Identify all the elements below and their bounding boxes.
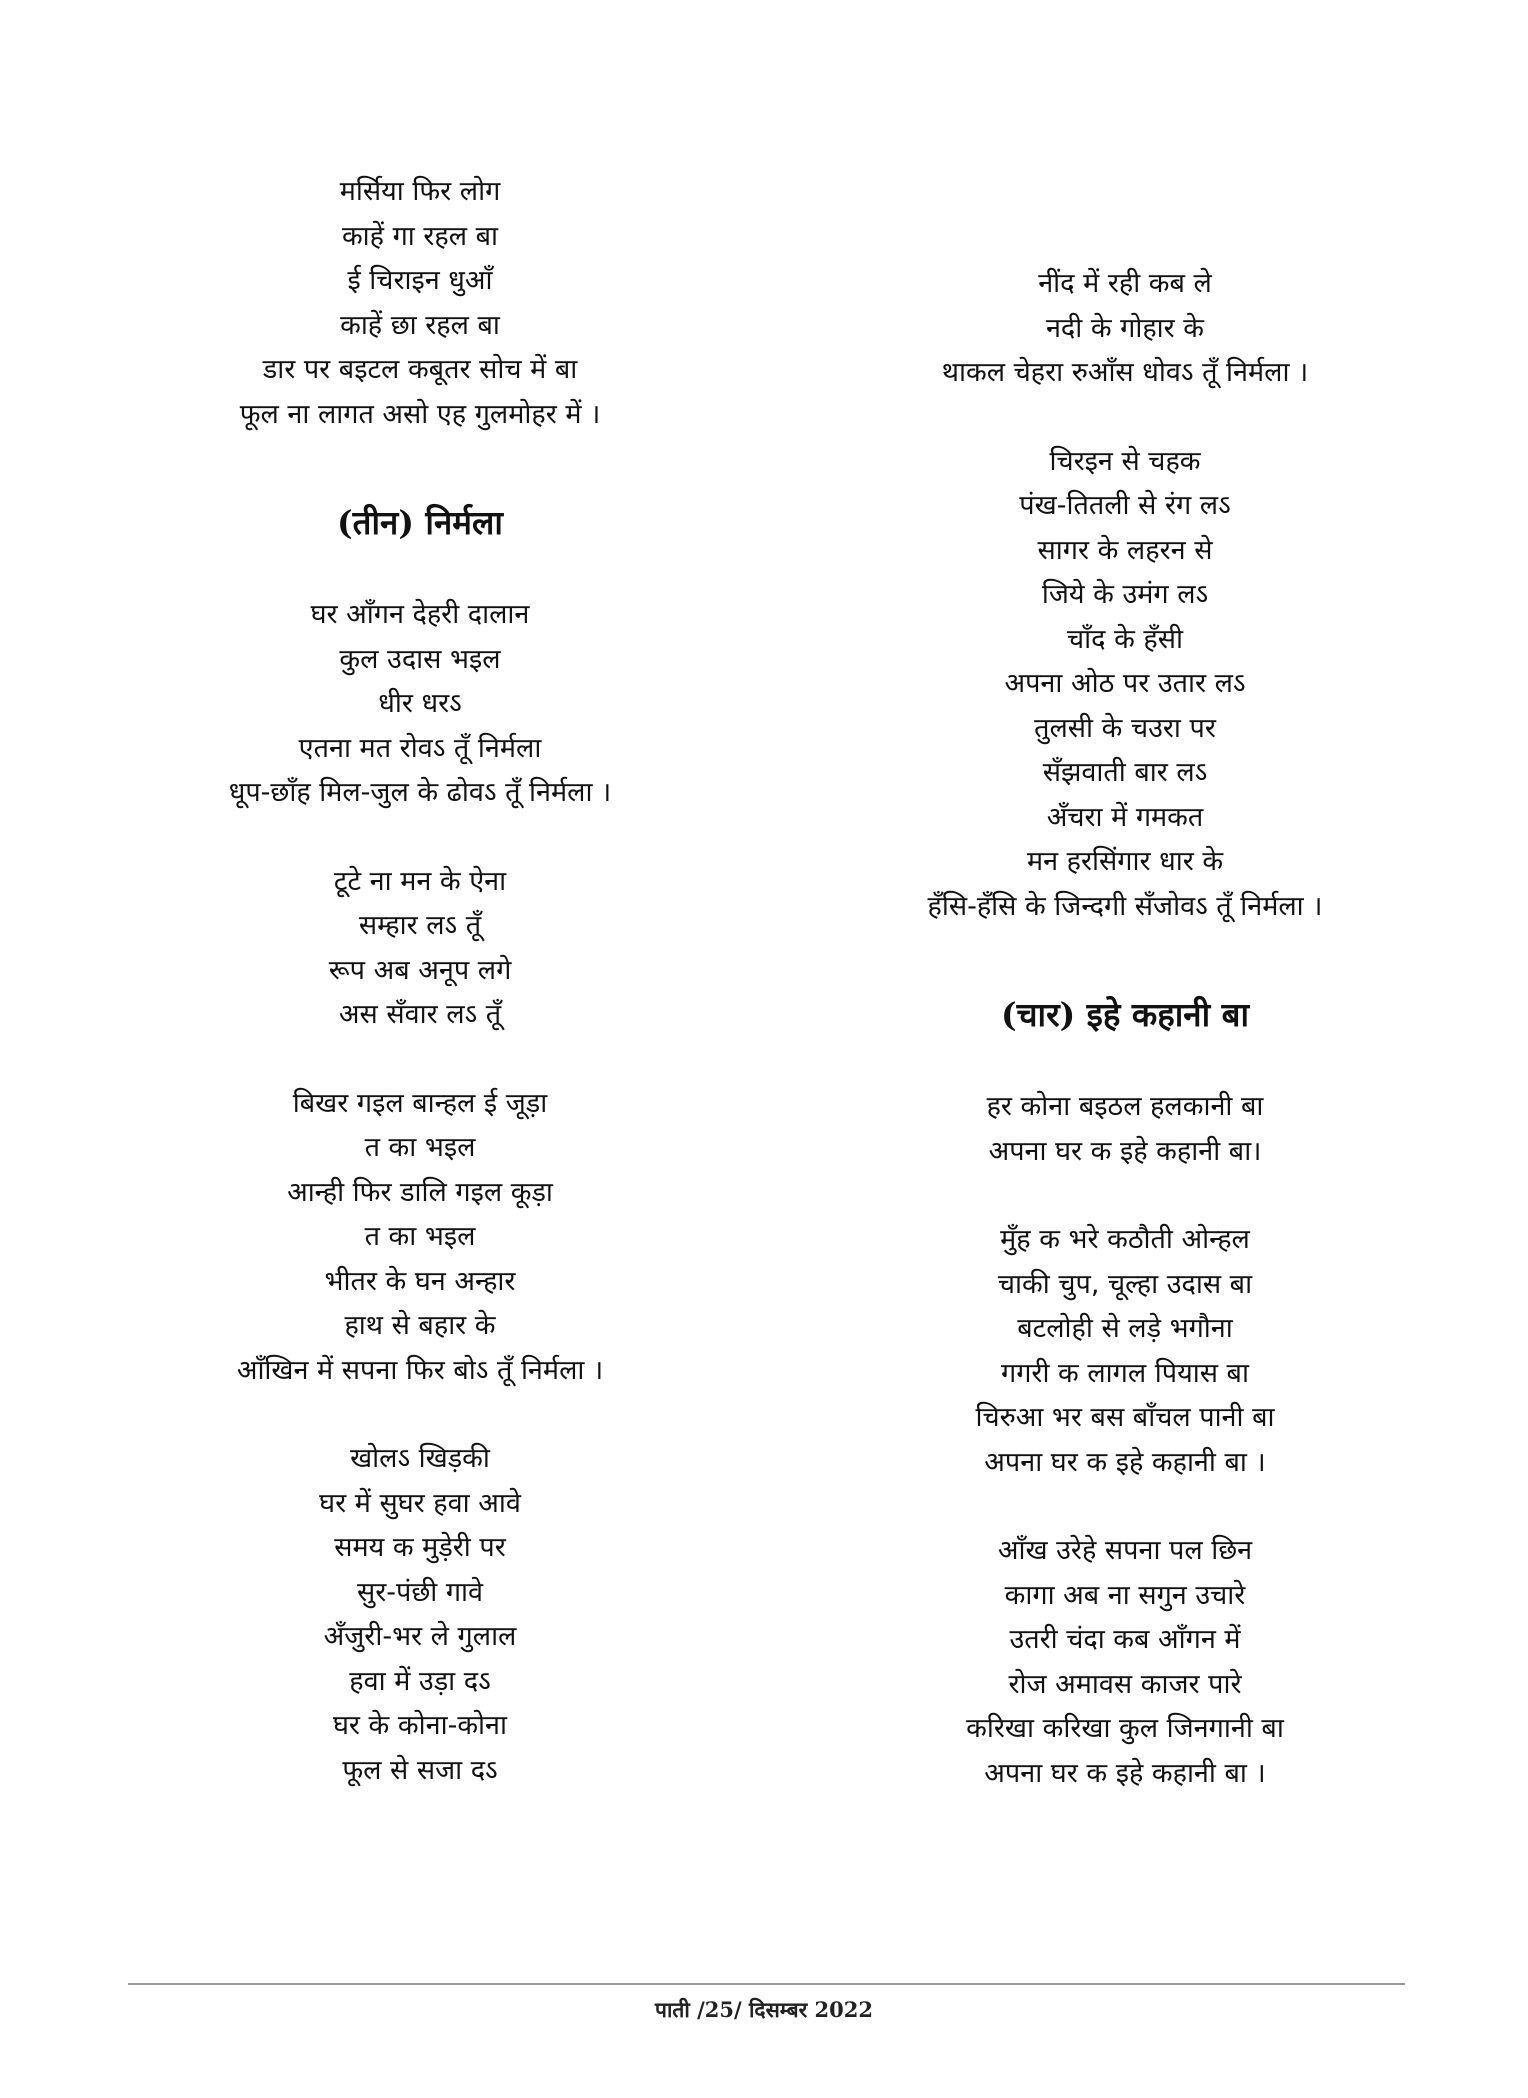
poem-line: अपना ओठ पर उतार लऽ (1004, 668, 1246, 699)
poem-line: अपना घर क इहे कहानी बा । (984, 1757, 1266, 1789)
poem-line: मर्सिया फिर लोग (339, 176, 501, 207)
poem-line: रूप अब अनूप लगे (328, 954, 512, 986)
poem-line: चिरुआ भर बस बाँचल पानी बा (975, 1402, 1275, 1433)
stanza (200, 593, 640, 816)
poem-line: काहें गा रहल बा (341, 220, 499, 252)
poem-line: करिखा करिखा कुल जिनगानी बा (966, 1713, 1284, 1744)
poem-line: ई चिराइन धुआँ (347, 265, 493, 296)
poem-line: सुर-पंछी गावे (356, 1576, 484, 1608)
poem-line: भीतर के घन अन्हार (324, 1265, 516, 1297)
poem-line: घर के कोना-कोना (332, 1710, 508, 1741)
poem-line: उतरी चंदा कब आँगन में (1009, 1624, 1241, 1655)
stanza (200, 170, 640, 437)
poem-line: बिखर गइल बान्हल ई जूड़ा (292, 1087, 548, 1119)
left-column (200, 170, 640, 1837)
stanza (200, 1437, 640, 1793)
stanza (200, 860, 640, 1038)
poem-line: फूल से सजा दऽ (342, 1754, 498, 1786)
poem-line: सागर के लहरन से (1037, 534, 1213, 566)
poem-heading: (तीन) निर्मला (337, 503, 503, 542)
poem-line: रोज अमावस काजर पारे (1008, 1668, 1242, 1700)
poem-line: अँजुरी-भर ले गुलाल (323, 1621, 517, 1652)
poem-line: आँख उरेहे सपना पल छिन (997, 1535, 1253, 1566)
poem-line: जिये के उमंग लऽ (1041, 579, 1209, 610)
poem-line: त का भइल (364, 1221, 476, 1252)
poem-line: अपना घर क इहे कहानी बा। (988, 1135, 1262, 1167)
poem-line: कुल उदास भइल (339, 643, 501, 675)
poem-line: घर में सुघर हवा आवे (319, 1487, 521, 1519)
poem-line: पंख-तितली से रंग लऽ (1019, 490, 1231, 521)
poem-line: नींद में रही कब ले (1038, 268, 1212, 299)
poem-line: काहें छा रहल बा (340, 309, 500, 341)
poem-line: कागा अब ना सगुन उचारे (1004, 1579, 1246, 1611)
stanza (855, 262, 1395, 396)
poem-line: हर कोना बइठल हलकानी बा (986, 1091, 1264, 1122)
stanza (855, 1085, 1395, 1174)
poem-line: समय क मुड़ेरी पर (334, 1532, 506, 1563)
stanza (200, 1082, 640, 1394)
poem-line: गगरी क लागल पियास बा (1001, 1357, 1249, 1389)
poem-line: बटलोही से लड़े भगौना (1017, 1313, 1233, 1344)
poem-line: धीर धरऽ (378, 688, 462, 719)
poem-line: मुँह क भरे कठौती ओन्हल (1000, 1224, 1250, 1255)
poem-line: हँसि-हँसि के जिन्दगी सँजोवऽ तूँ निर्मला । (927, 890, 1323, 922)
right-column (855, 262, 1395, 1840)
poem-line: चिरइन से चहक (1049, 445, 1201, 477)
poem-line: नदी के गोहार के (1045, 312, 1205, 344)
poem-line: टूटे ना मन के ऐना (333, 865, 507, 897)
stanza (855, 1218, 1395, 1485)
poem-line: चाँद के हँसी (1067, 623, 1183, 655)
poem-line: सम्हार लऽ तूँ (358, 910, 482, 941)
poem-line: चाकी चुप, चूल्हा उदास बा (997, 1268, 1253, 1300)
stanza (855, 1529, 1395, 1796)
poem-line: हाथ से बहार के (344, 1310, 496, 1341)
poem-line: आँखिन में सपना फिर बोऽ तूँ निर्मला । (236, 1354, 604, 1386)
footer-divider (128, 1983, 1405, 1985)
poem-line: एतना मत रोवऽ तूँ निर्मला (298, 732, 542, 764)
poem-line: तुलसी के चउरा पर (1034, 712, 1216, 744)
poem-line: सँझवाती बार लऽ (1042, 757, 1208, 788)
stanza (855, 440, 1395, 930)
poem-line: घर आँगन देहरी दालान (310, 599, 530, 630)
poem-heading: (चार) इहे कहानी बा (1000, 995, 1250, 1034)
poem-line: त का भइल (364, 1132, 476, 1163)
poem-line: अस सँवार लऽ तूँ (338, 999, 502, 1030)
poem-line: मन हरसिंगार धार के (1026, 846, 1224, 877)
poem-line: धूप-छाँह मिल-जुल के ढोवऽ तूँ निर्मला । (228, 777, 612, 808)
poem-line: अँचरा में गमकत (1046, 801, 1204, 833)
poem-line: आन्ही फिर डालि गइल कूड़ा (287, 1176, 553, 1208)
poem-line: फूल ना लागत असो एह गुलमोहर में । (239, 398, 601, 430)
poem-line: थाकल चेहरा रुआँस धोवऽ तूँ निर्मला । (941, 357, 1309, 388)
poem-line: अपना घर क इहे कहानी बा । (984, 1446, 1266, 1478)
page-footer: पाती /25/ दिसम्बर 2022 (655, 1997, 873, 2022)
poem-line: हवा में उड़ा दऽ (349, 1665, 491, 1697)
poem-line: डार पर बइटल कबूतर सोच में बा (262, 354, 578, 385)
poem-line: खोलऽ खिड़की (350, 1443, 490, 1474)
